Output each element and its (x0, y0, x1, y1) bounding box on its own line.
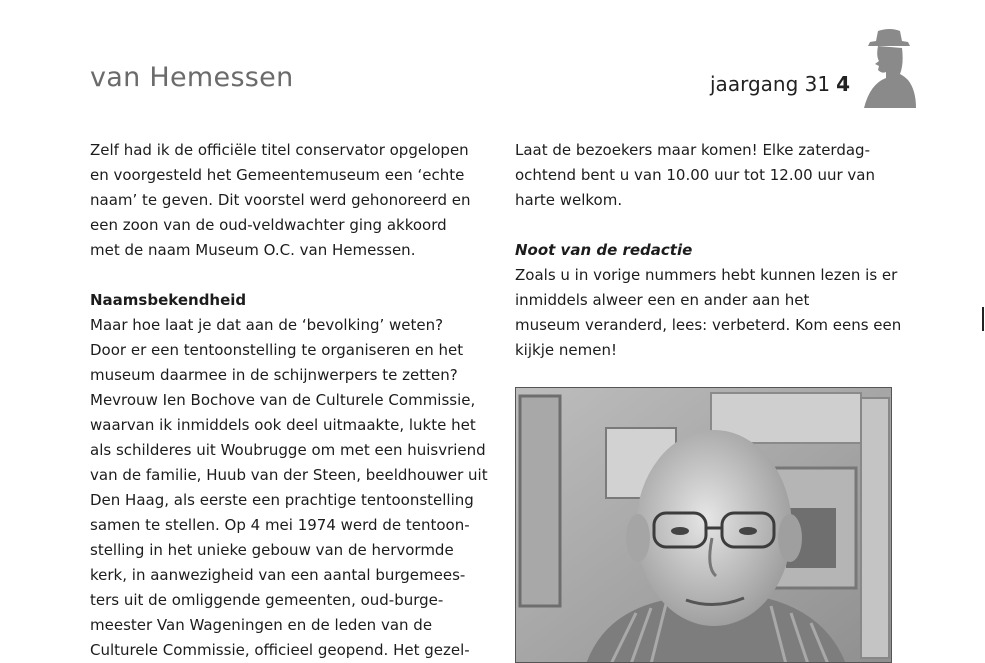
page-title: van Hemessen (90, 62, 294, 93)
text-line: Door er een tentoonstelling te organiseren en het (90, 341, 464, 359)
paragraph-intro (90, 138, 490, 263)
text-line: meester Van Wageningen en de leden van de (90, 616, 433, 634)
text-line: samen te stellen. Op 4 mei 1974 werd de tentoon- (90, 516, 470, 534)
issue-volume: jaargang 31 (710, 72, 831, 96)
text-line: een zoon van de oud-veldwachter ging akkoord (90, 216, 447, 234)
paragraph-editor-note (515, 263, 915, 363)
text-line: Zoals u in vorige nummers hebt kunnen lezen is er (515, 266, 898, 284)
text-line: naam’ te geven. Dit voorstel werd gehonoreerd en (90, 191, 471, 209)
text-cursor (982, 307, 984, 331)
text-line: inmiddels alweer een en ander aan het (515, 291, 810, 309)
text-line: stelling in het unieke gebouw van de hervormde (90, 541, 454, 559)
text-line: als schilderes uit Woubrugge om met een huisvriend (90, 441, 486, 459)
text-line: waarvan ik inmiddels ook deel uitmaakte, lukte het (90, 416, 476, 434)
right-column (515, 138, 915, 363)
text-line: museum daarmee in de schijnwerpers te zetten? (90, 366, 458, 384)
left-column (90, 138, 490, 663)
paragraph-body (90, 313, 490, 663)
text-line: van de familie, Huub van der Steen, beeldhouwer uit (90, 466, 488, 484)
text-line: museum veranderd, lees: verbeterd. Kom eens een (515, 316, 902, 334)
text-line: en voorgesteld het Gemeentemuseum een ‘echte (90, 166, 465, 184)
portrait-image-icon (516, 388, 892, 663)
text-line: met de naam Museum O.C. van Hemessen. (90, 241, 416, 259)
issue-label (710, 72, 850, 96)
text-line: harte welkom. (515, 191, 623, 209)
text-line: kerk, in aanwezigheid van een aantal burgemees- (90, 566, 466, 584)
section-heading: Noot van de redactie (515, 241, 693, 259)
portrait-photo (515, 387, 892, 663)
text-line: Culturele Commissie, officieel geopend. Het gezel- (90, 641, 470, 659)
text-line: ochtend bent u van 10.00 uur tot 12.00 uur van (515, 166, 875, 184)
text-line: ters uit de omliggende gemeenten, oud-burge- (90, 591, 444, 609)
text-line: Laat de bezoekers maar komen! Elke zaterdag- (515, 141, 870, 159)
text-line: Den Haag, als eerste een prachtige tentoonstelling (90, 491, 474, 509)
silhouette-logo-icon (860, 28, 918, 110)
text-line: kijkje nemen! (515, 341, 617, 359)
text-line: Maar hoe laat je dat aan de ‘bevolking’ weten? (90, 316, 444, 334)
page-number: 4 (836, 72, 850, 96)
text-line: Mevrouw Ien Bochove van de Culturele Commissie, (90, 391, 476, 409)
text-line: Zelf had ik de officiële titel conservator opgelopen (90, 141, 469, 159)
section-heading: Naamsbekendheid (90, 291, 247, 309)
paragraph-visit (515, 138, 915, 213)
